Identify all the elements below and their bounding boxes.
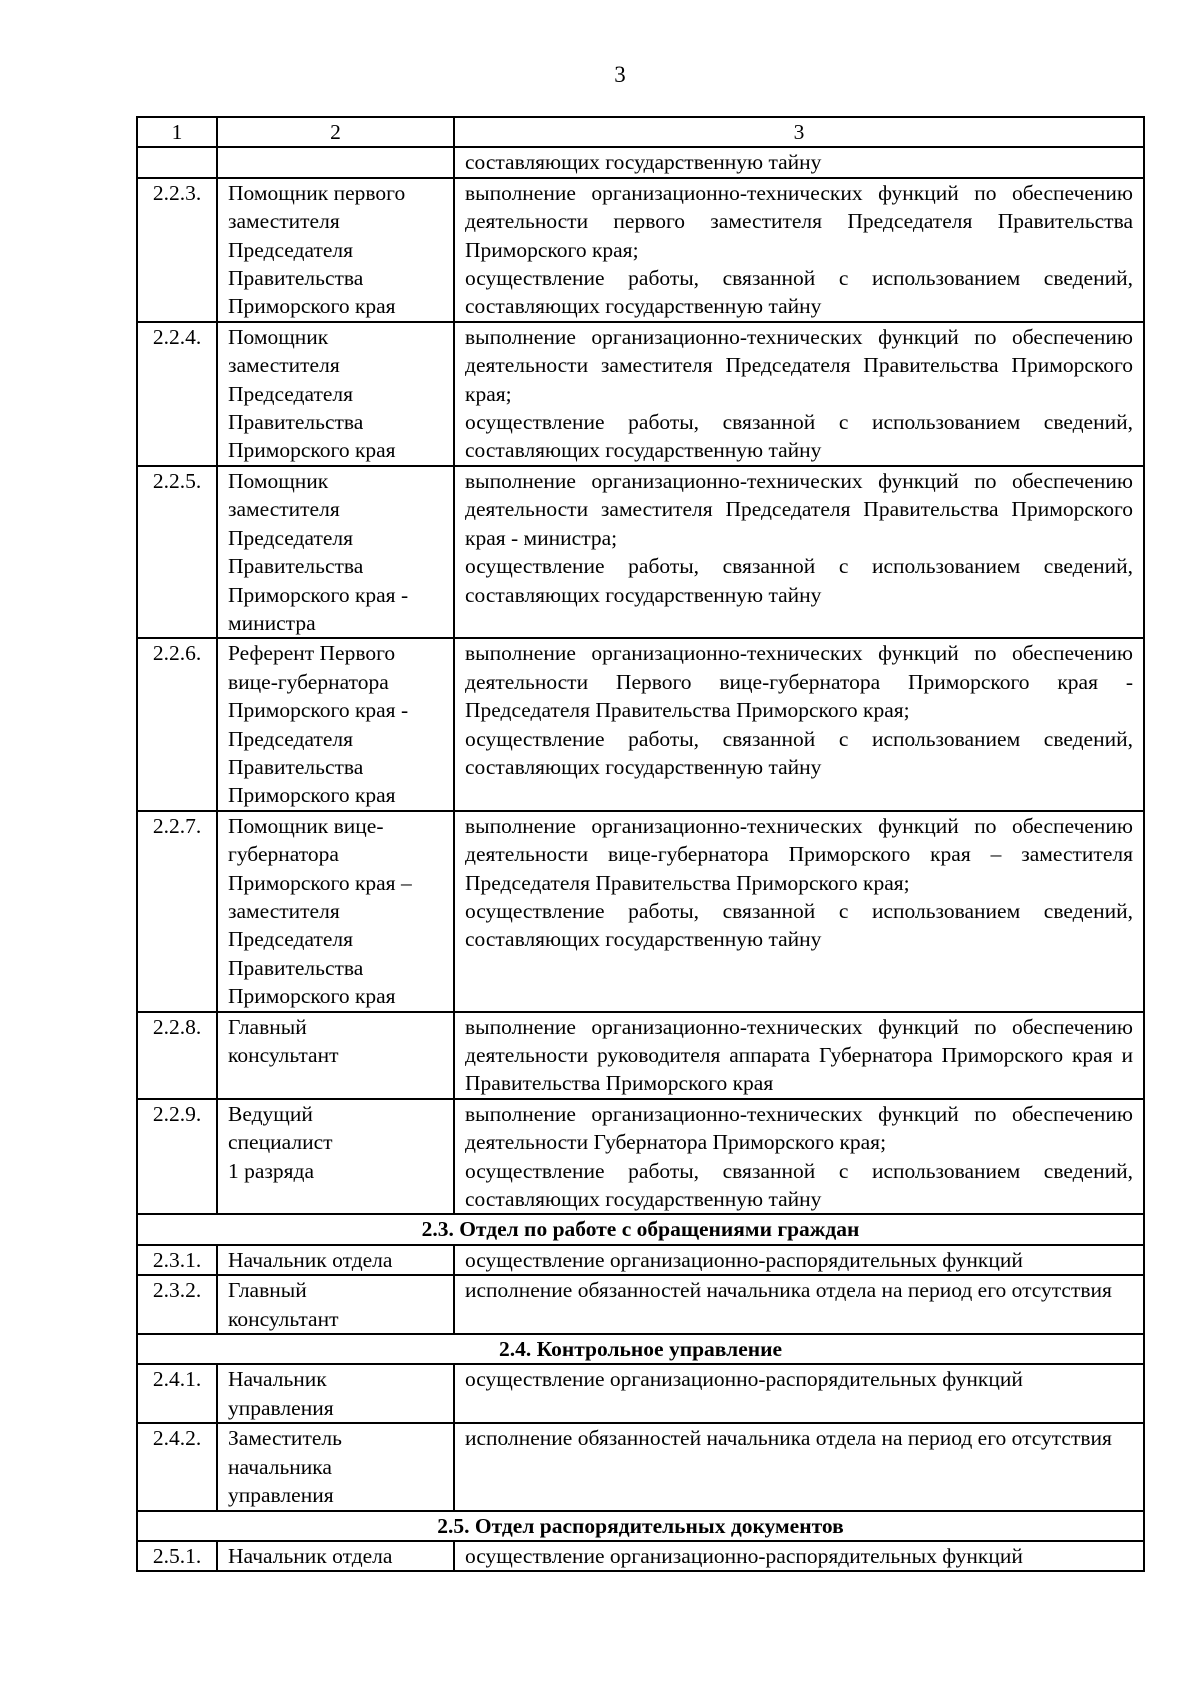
position-title-line: Заместитель [228, 1426, 342, 1451]
item-number: 2.2.4. [137, 322, 217, 466]
section-title: 2.3. Отдел по работе с обращениями граждан [137, 1214, 1144, 1244]
header-col-1: 1 [137, 117, 217, 147]
position-title [217, 1099, 454, 1215]
position-title-line: Приморского края [228, 984, 396, 1009]
duty-paragraph: осуществление организационно-распорядительных функций [465, 1367, 1023, 1392]
position-title [217, 1275, 454, 1334]
duty-paragraph: осуществление организационно-распорядительных функций [465, 1247, 1023, 1272]
table-row [137, 1012, 1144, 1099]
position-title [217, 638, 454, 810]
duty-paragraph: выполнение организационно-технических функций по обеспечению деятельности вице-губернатора Приморского края – заместителя Председателя Правительства Приморского края; [465, 813, 1133, 895]
position-title-line: Председателя [228, 237, 354, 262]
section-heading-row [137, 1214, 1144, 1244]
position-title-line: Начальник отдела [228, 1543, 393, 1568]
position-title [217, 1541, 454, 1571]
position-title-line: Помощник вице- [228, 813, 384, 838]
position-title [217, 178, 454, 322]
item-number [137, 147, 217, 177]
position-title-line: специалист [228, 1130, 333, 1155]
position-title-line: Референт Первого [228, 641, 396, 666]
position-title-line: министра [228, 610, 316, 635]
duties-description [454, 1012, 1144, 1099]
duty-paragraph: выполнение организационно-технических функций по обеспечению деятельности заместителя Председателя Правительства Приморского края; [465, 324, 1133, 406]
item-number: 2.2.8. [137, 1012, 217, 1099]
position-title-line: вице-губернатора [228, 669, 389, 694]
duty-paragraph: составляющих государственную тайну [465, 150, 822, 175]
duties-description [454, 1099, 1144, 1215]
section-title: 2.4. Контрольное управление [137, 1334, 1144, 1364]
table-row [137, 1245, 1144, 1275]
position-title [217, 1364, 454, 1423]
position-title-line: Председателя [228, 381, 354, 406]
duties-description [454, 322, 1144, 466]
position-title-line: Помощник первого [228, 180, 406, 205]
item-number: 2.2.5. [137, 466, 217, 638]
duty-paragraph: осуществление работы, связанной с использованием сведений, составляющих государственную тайну [465, 554, 1133, 607]
position-title-line: Правительства [228, 754, 364, 779]
position-title-line: Приморского края [228, 294, 396, 319]
item-number: 2.2.3. [137, 178, 217, 322]
item-number: 2.3.1. [137, 1245, 217, 1275]
table-row [137, 1364, 1144, 1423]
duties-description [454, 1245, 1144, 1275]
page-number: 3 [614, 62, 626, 87]
position-title [217, 322, 454, 466]
table-row [137, 638, 1144, 810]
position-title-line: 1 разряда [228, 1158, 315, 1183]
position-title-line: Главный [228, 1014, 307, 1039]
duties-description [454, 147, 1144, 177]
item-number: 2.4.2. [137, 1423, 217, 1510]
position-title-line: консультант [228, 1043, 339, 1067]
table-row [137, 466, 1144, 638]
table-row [137, 322, 1144, 466]
item-number: 2.5.1. [137, 1541, 217, 1571]
duty-paragraph: исполнение обязанностей начальника отдела на период его отсутствия [465, 1426, 1112, 1451]
table-row [137, 147, 1144, 177]
section-heading-row [137, 1334, 1144, 1364]
duty-paragraph: выполнение организационно-технических функций по обеспечению деятельности заместителя Председателя Правительства Приморского края - министра; [465, 468, 1133, 550]
position-title-line: заместителя [228, 898, 340, 923]
section-title: 2.5. Отдел распорядительных документов [137, 1511, 1144, 1541]
positions-table [136, 116, 1145, 1572]
position-title-line: Приморского края [228, 783, 396, 808]
header-col-2: 2 [217, 117, 454, 147]
duty-paragraph: осуществление работы, связанной с использованием сведений, составляющих государственную тайну [465, 726, 1133, 779]
position-title [217, 1012, 454, 1099]
duties-description [454, 178, 1144, 322]
duty-paragraph: осуществление работы, связанной с использованием сведений, составляющих государственную тайну [465, 898, 1133, 952]
duties-description [454, 811, 1144, 1012]
table-row [137, 1541, 1144, 1571]
item-number: 2.3.2. [137, 1275, 217, 1334]
duty-paragraph: осуществление работы, связанной с использованием сведений, составляющих государственную тайну [465, 410, 1133, 463]
item-number: 2.2.6. [137, 638, 217, 810]
duties-description [454, 638, 1144, 810]
position-title-line: Приморского края – [228, 870, 412, 895]
duty-paragraph: осуществление организационно-распорядительных функций [465, 1543, 1023, 1568]
position-title-line: Председателя [228, 525, 354, 550]
position-title-line: Приморского края [228, 438, 396, 463]
item-number: 2.2.9. [137, 1099, 217, 1215]
position-title-line: Ведущий [228, 1101, 313, 1126]
position-title [217, 1245, 454, 1275]
position-title-line: консультант [228, 1306, 339, 1331]
position-title-line: Правительства [228, 266, 364, 291]
table-row [137, 1099, 1144, 1215]
position-title-line: Приморского края - [228, 582, 409, 607]
position-title-line: Правительства [228, 410, 364, 435]
duties-description [454, 1275, 1144, 1334]
duties-description [454, 1423, 1144, 1510]
position-title [217, 466, 454, 638]
position-title-line: Приморского края - [228, 698, 409, 723]
position-title-line: Помощник [228, 324, 329, 349]
item-number: 2.4.1. [137, 1364, 217, 1423]
duty-paragraph: выполнение организационно-технических функций по обеспечению деятельности руководителя аппарата Губернатора Приморского края и Правительства Приморского края [465, 1014, 1133, 1096]
duties-description [454, 1364, 1144, 1423]
position-title-line: начальника [228, 1454, 332, 1479]
table-row [137, 1275, 1144, 1334]
duty-paragraph: осуществление работы, связанной с использованием сведений, составляющих государственную тайну [465, 1158, 1133, 1212]
duty-paragraph: исполнение обязанностей начальника отдела на период его отсутствия [465, 1278, 1112, 1303]
table-row [137, 178, 1144, 322]
position-title-line: заместителя [228, 209, 340, 234]
table-row [137, 1423, 1144, 1510]
position-title-line: Председателя [228, 726, 354, 751]
position-title-line: Председателя [228, 927, 354, 952]
position-title-line: Начальник [228, 1367, 327, 1392]
duties-description [454, 1541, 1144, 1571]
position-title-line: Начальник отдела [228, 1247, 393, 1272]
table-header-row [137, 117, 1144, 147]
duty-paragraph: выполнение организационно-технических функций по обеспечению деятельности первого заместителя Председателя Правительства Приморского края; [465, 180, 1133, 262]
position-title-line: Правительства [228, 955, 364, 980]
position-title-line: Правительства [228, 554, 364, 579]
position-title [217, 1423, 454, 1510]
position-title-line: Помощник [228, 468, 329, 493]
position-title [217, 811, 454, 1012]
position-title-line: управления [228, 1483, 334, 1508]
table-row [137, 811, 1144, 1012]
position-title-line: Главный [228, 1278, 307, 1303]
item-number: 2.2.7. [137, 811, 217, 1012]
header-col-3: 3 [454, 117, 1144, 147]
position-title-line: заместителя [228, 353, 340, 378]
position-title [217, 147, 454, 177]
duty-paragraph: выполнение организационно-технических функций по обеспечению деятельности Первого вице-губернатора Приморского края - Председателя Правительства Приморского края; [465, 641, 1133, 723]
duty-paragraph: выполнение организационно-технических функций по обеспечению деятельности Губернатора Приморского края; [465, 1101, 1133, 1155]
position-title-line: управления [228, 1395, 334, 1420]
duty-paragraph: осуществление работы, связанной с использованием сведений, составляющих государственную тайну [465, 266, 1133, 319]
duties-description [454, 466, 1144, 638]
position-title-line: губернатора [228, 842, 339, 867]
section-heading-row [137, 1511, 1144, 1541]
position-title-line: заместителя [228, 497, 340, 522]
